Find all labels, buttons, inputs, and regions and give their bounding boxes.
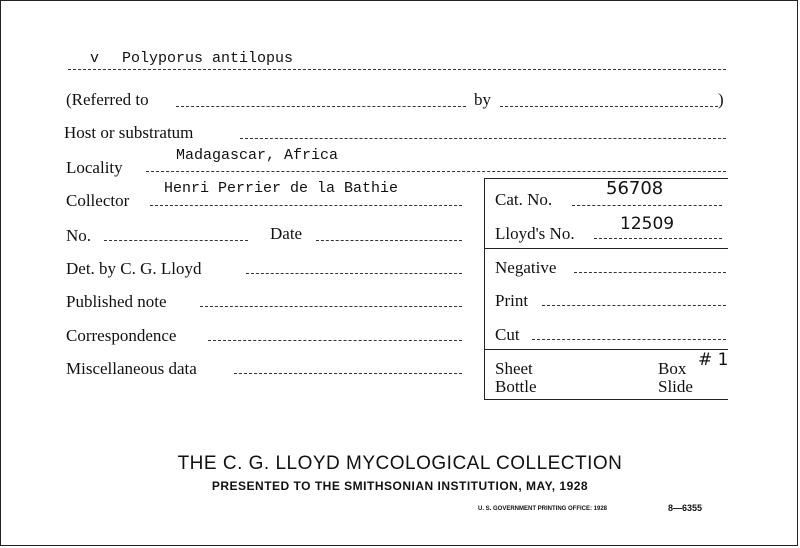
- collector-line: [150, 205, 462, 206]
- collection-title: THE C. G. LLOYD MYCOLOGICAL COLLECTION: [177, 453, 623, 474]
- locality-line: [146, 171, 726, 172]
- box-label: Box: [658, 359, 687, 378]
- species-line: [68, 69, 726, 70]
- correspondence-line: [208, 340, 462, 341]
- species-mark: v: [90, 50, 100, 67]
- det-line: [246, 273, 462, 274]
- catalog-divider-1: [484, 248, 728, 249]
- by-line: [500, 106, 718, 107]
- bottle-label: Bottle: [495, 377, 537, 396]
- det-label: Det. by C. G. Lloyd: [66, 259, 202, 278]
- collector-label: Collector: [66, 191, 130, 210]
- printing-office: U. S. GOVERNMENT PRINTING OFFICE: 1928: [478, 506, 608, 512]
- cat-no-line: [572, 205, 722, 206]
- no-line: [104, 240, 248, 241]
- locality-label: Locality: [66, 158, 123, 177]
- negative-label: Negative: [495, 258, 557, 277]
- date-label: Date: [270, 224, 303, 243]
- lloyds-no-label: Lloyd's No.: [495, 224, 575, 243]
- cut-line: [532, 339, 726, 340]
- host-label: Host or substratum: [64, 123, 194, 142]
- sheet-label: Sheet: [495, 359, 533, 378]
- collector-value: Henri Perrier de la Bathie: [164, 180, 399, 197]
- negative-line: [574, 272, 726, 273]
- cat-no-value: 56708: [606, 178, 664, 199]
- no-label: No.: [66, 226, 92, 245]
- collection-subtitle: PRESENTED TO THE SMITHSONIAN INSTITUTION, MAY, 1928: [211, 479, 589, 493]
- species-name: Polyporus antilopus: [122, 50, 294, 67]
- published-label: Published note: [66, 292, 167, 311]
- print-line: [542, 305, 726, 306]
- lloyds-no-value: 12509: [620, 214, 675, 234]
- date-line: [316, 240, 462, 241]
- misc-label: Miscellaneous data: [66, 359, 197, 378]
- form-number: 8—6355: [668, 503, 703, 513]
- by-label: by: [474, 90, 491, 109]
- close-paren: ): [718, 90, 724, 109]
- slide-label: Slide: [658, 377, 693, 396]
- referred-to-label: (Referred to: [66, 90, 149, 109]
- print-label: Print: [495, 291, 529, 310]
- catalog-divider-2: [484, 349, 728, 350]
- misc-line: [234, 373, 462, 374]
- cat-no-label: Cat. No.: [495, 190, 553, 209]
- published-line: [200, 306, 462, 307]
- locality-value: Madagascar, Africa: [176, 147, 339, 164]
- lloyds-no-line: [594, 238, 722, 239]
- host-line: [240, 138, 726, 139]
- box-value: # 1: [698, 350, 729, 370]
- referred-to-line: [176, 106, 466, 107]
- correspondence-label: Correspondence: [66, 326, 177, 345]
- cut-label: Cut: [495, 325, 520, 344]
